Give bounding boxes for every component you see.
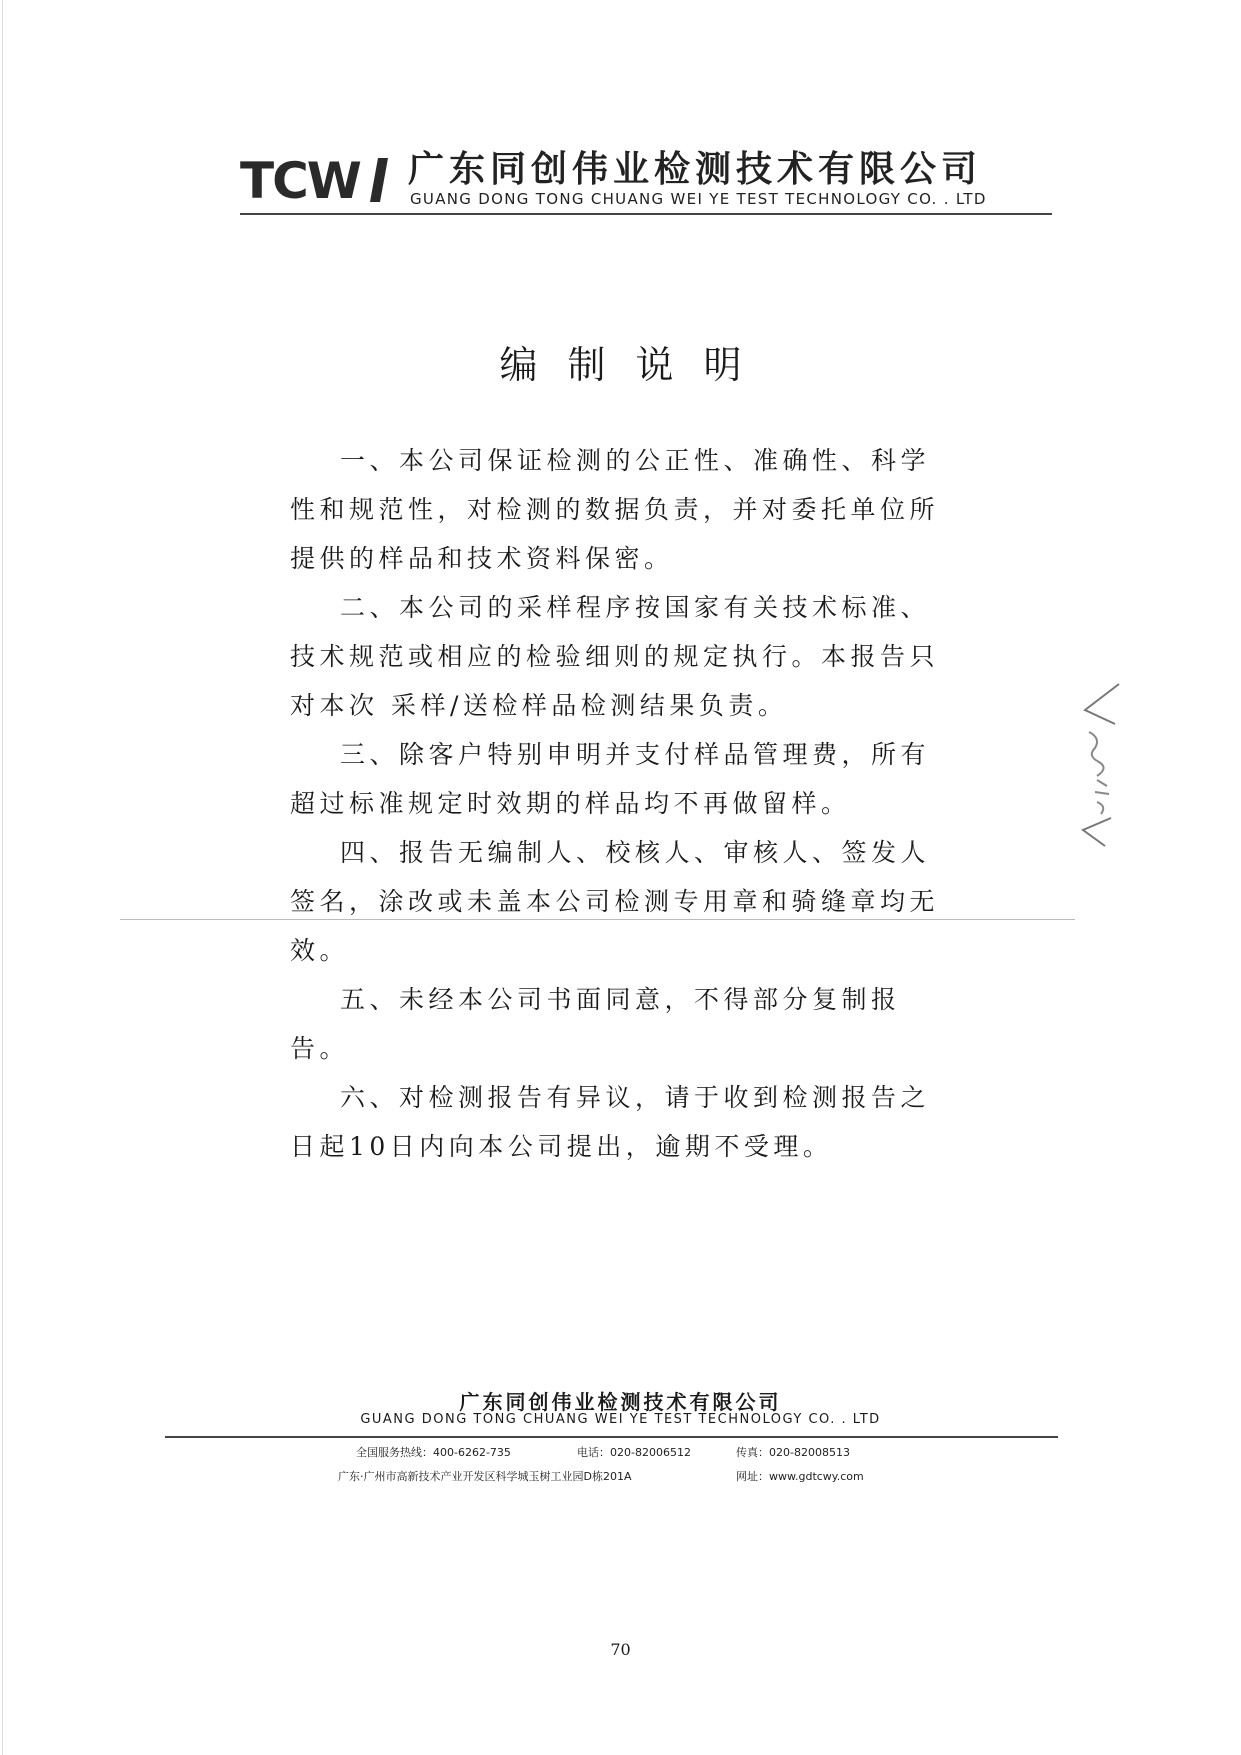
statement-item-1: 一、本公司保证检测的公正性、准确性、科学性和规范性，对检测的数据负责，并对委托单位所提供的样品和技术资料保密。 — [290, 446, 940, 573]
footer-website: 网址：www.gdtcwy.com — [736, 1470, 864, 1483]
statement-item-6: 六、对检测报告有异议，请于收到检测报告之日起10日内向本公司提出，逾期不受理。 — [290, 1083, 931, 1161]
company-name-cn: 广东同创伟业检测技术有限公司 — [408, 149, 983, 190]
page-number: 70 — [610, 1640, 631, 1659]
letterhead — [240, 140, 1052, 214]
footer-company-cn: 广东同创伟业检测技术有限公司 — [459, 1390, 782, 1414]
footer-company-en: GUANG DONG TONG CHUANG WEI YE TEST TECHNOLOGY CO. . LTD — [360, 1412, 881, 1427]
company-logo — [240, 150, 400, 208]
footer-address: 广东·广州市高新技术产业开发区科学城玉树工业园D栋201A — [338, 1470, 632, 1483]
footer-fax: 传真：020-82008513 — [736, 1446, 850, 1459]
scan-fold-line — [120, 919, 1075, 920]
footer-hotline: 全国服务热线：400-6262-735 — [356, 1446, 511, 1459]
page-title: 编制说明 — [499, 343, 772, 387]
svg-text:TCW: TCW — [240, 152, 360, 208]
statement-item-2: 二、本公司的采样程序按国家有关技术标准、技术规范或相应的检验细则的规定执行。本报告只对本次 采样/送检样品检测结果负责。 — [290, 593, 940, 720]
scan-edge — [2, 0, 3, 1755]
footer-rule — [165, 1436, 1058, 1438]
header-rule — [240, 213, 1052, 215]
side-seal-stamp — [1075, 680, 1125, 850]
company-name-en: GUANG DONG TONG CHUANG WEI YE TEST TECHNOLOGY CO. . LTD — [410, 190, 987, 208]
statement-body — [290, 436, 940, 1171]
statement-item-5: 五、未经本公司书面同意，不得部分复制报告。 — [290, 985, 901, 1063]
statement-item-4: 四、报告无编制人、校核人、审核人、签发人签名，涂改或未盖本公司检测专用章和骑缝章均无效。 — [290, 838, 940, 965]
footer-phone: 电话：020-82006512 — [577, 1446, 691, 1459]
statement-item-3: 三、除客户特别申明并支付样品管理费，所有超过标准规定时效期的样品均不再做留样。 — [290, 740, 931, 818]
